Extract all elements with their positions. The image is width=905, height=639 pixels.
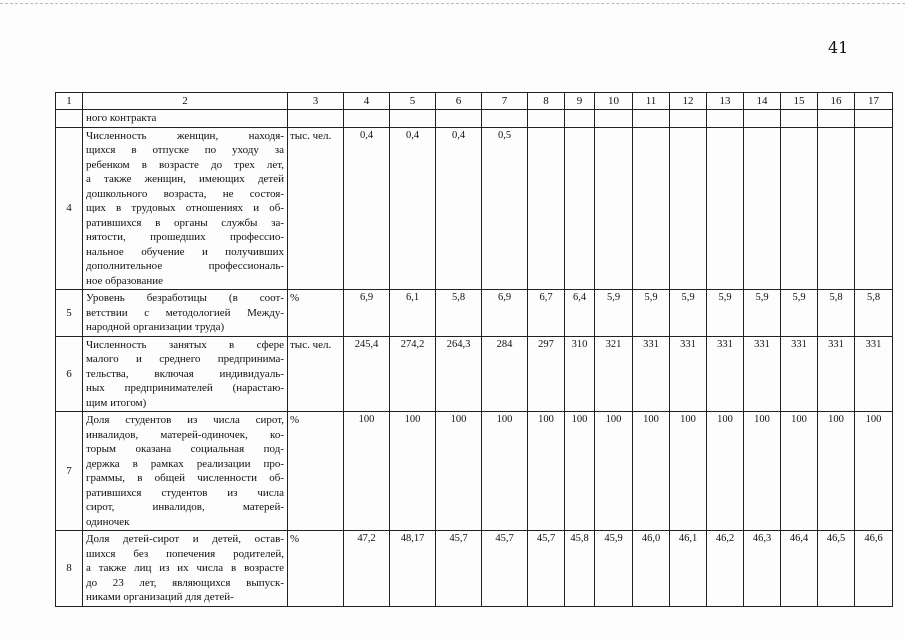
column-header: 12 (670, 93, 707, 110)
value-cell: 100 (707, 412, 744, 531)
value-cell (781, 110, 818, 128)
value-cell: 0,5 (482, 127, 528, 290)
column-header: 10 (595, 93, 633, 110)
value-cell: 45,7 (528, 531, 565, 607)
value-cell: 46,4 (781, 531, 818, 607)
value-cell: 46,0 (633, 531, 670, 607)
unit-cell: % (288, 531, 344, 607)
value-cell: 5,9 (781, 290, 818, 337)
value-cell: 5,8 (436, 290, 482, 337)
row-number: 6 (56, 336, 83, 412)
value-cell: 100 (390, 412, 436, 531)
scan-edge-line (0, 3, 905, 4)
column-header: 7 (482, 93, 528, 110)
value-cell: 331 (744, 336, 781, 412)
value-cell: 6,7 (528, 290, 565, 337)
indicator-name-line: щихся в отпуске по уходу за (86, 144, 284, 156)
value-cell (744, 127, 781, 290)
value-cell (482, 110, 528, 128)
value-cell: 47,2 (344, 531, 390, 607)
indicator-name-line: а также лиц из их числа в возрасте (86, 562, 284, 574)
value-cell (855, 110, 893, 128)
indicator-name-line: нальное обучение и получивших (86, 245, 284, 258)
value-cell: 310 (565, 336, 595, 412)
indicator-name-line: инвалидов, матерей-одиночек, ко- (86, 428, 284, 441)
indicator-name-line: щим итогом) (86, 396, 147, 409)
table-row (56, 110, 893, 128)
value-cell (818, 110, 855, 128)
indicator-name-line: Доля студентов из числа сирот, (86, 414, 284, 426)
value-cell: 331 (855, 336, 893, 412)
unit-cell (288, 110, 344, 128)
indicator-name-line: шихся без попечения родителей, (86, 547, 284, 560)
page-number: 41 (828, 38, 849, 57)
row-number: 7 (56, 412, 83, 531)
indicator-name-line: Уровень безработицы (в соот- (86, 292, 284, 304)
value-cell: 48,17 (390, 531, 436, 607)
value-cell (390, 110, 436, 128)
column-header: 4 (344, 93, 390, 110)
value-cell: 100 (595, 412, 633, 531)
unit-cell: % (288, 412, 344, 531)
column-header: 3 (288, 93, 344, 110)
value-cell (595, 110, 633, 128)
column-header: 14 (744, 93, 781, 110)
indicator-name (83, 531, 288, 607)
indicator-name-line: ратившихся студентов из числа (86, 486, 284, 499)
value-cell (528, 127, 565, 290)
unit-cell: тыс. чел. (288, 127, 344, 290)
indicator-name-line: ветствии с методологией Между- (86, 306, 284, 319)
value-cell: 0,4 (436, 127, 482, 290)
value-cell: 100 (482, 412, 528, 531)
value-cell: 100 (818, 412, 855, 531)
indicator-name-line: ных предпринимателей (нарастаю- (86, 382, 284, 394)
value-cell: 100 (855, 412, 893, 531)
indicator-name-line: дополнительное профессиональ- (86, 260, 284, 272)
row-number: 5 (56, 290, 83, 337)
indicator-name (83, 290, 288, 337)
value-cell (670, 127, 707, 290)
value-cell: 6,4 (565, 290, 595, 337)
indicator-name-line: ребенком в возрасте до трех лет, (86, 158, 284, 171)
unit-cell: % (288, 290, 344, 337)
indicator-name-line: а также женщин, имеющих детей (86, 173, 284, 185)
value-cell: 100 (344, 412, 390, 531)
value-cell: 5,9 (633, 290, 670, 337)
value-cell: 100 (565, 412, 595, 531)
indicator-name-line: торым оказана социальная под- (86, 443, 284, 455)
value-cell: 6,9 (344, 290, 390, 337)
column-header: 16 (818, 93, 855, 110)
value-cell: 5,9 (707, 290, 744, 337)
value-cell: 46,1 (670, 531, 707, 607)
column-header: 17 (855, 93, 893, 110)
value-cell (670, 110, 707, 128)
value-cell (595, 127, 633, 290)
value-cell: 331 (781, 336, 818, 412)
value-cell (781, 127, 818, 290)
column-header: 2 (83, 93, 288, 110)
value-cell (633, 110, 670, 128)
value-cell (855, 127, 893, 290)
value-cell: 45,7 (436, 531, 482, 607)
indicator-name-line: ное образование (86, 274, 163, 287)
value-cell (344, 110, 390, 128)
value-cell: 0,4 (344, 127, 390, 290)
indicator-name-line: дошкольного возраста, не состоя- (86, 187, 284, 200)
indicator-name-line: одиночек (86, 515, 130, 528)
value-cell: 5,9 (744, 290, 781, 337)
indicator-name-line: сирот, инвалидов, матерей- (86, 501, 284, 513)
value-cell: 100 (528, 412, 565, 531)
indicator-name (83, 336, 288, 412)
value-cell: 5,8 (818, 290, 855, 337)
table-row (56, 290, 893, 337)
value-cell: 264,3 (436, 336, 482, 412)
indicator-name-line: нятости, прошедших профессио- (86, 231, 284, 243)
value-cell: 46,3 (744, 531, 781, 607)
value-cell (818, 127, 855, 290)
value-cell (707, 110, 744, 128)
unit-cell: тыс. чел. (288, 336, 344, 412)
value-cell: 321 (595, 336, 633, 412)
value-cell: 45,9 (595, 531, 633, 607)
indicator-name-line: щих в трудовых отношениях и об- (86, 202, 284, 214)
column-header: 9 (565, 93, 595, 110)
indicator-name-line: Доля детей-сирот и детей, остав- (86, 533, 284, 545)
indicator-name-line: держка в рамках реализации про- (86, 457, 284, 470)
indicator-name-line: ного контракта (86, 112, 157, 124)
indicator-name-line: граммы, в общей численности об- (86, 472, 284, 484)
value-cell: 100 (781, 412, 818, 531)
value-cell: 0,4 (390, 127, 436, 290)
value-cell: 5,8 (855, 290, 893, 337)
indicator-name-line: Численность занятых в сфере (86, 338, 284, 351)
indicator-name-line: Численность женщин, находя- (86, 129, 284, 142)
indicator-name-line: никами организаций для детей- (86, 591, 234, 603)
value-cell: 331 (670, 336, 707, 412)
column-header: 11 (633, 93, 670, 110)
value-cell (707, 127, 744, 290)
value-cell (528, 110, 565, 128)
value-cell: 46,2 (707, 531, 744, 607)
value-cell: 46,5 (818, 531, 855, 607)
value-cell: 46,6 (855, 531, 893, 607)
value-cell: 331 (707, 336, 744, 412)
value-cell: 45,8 (565, 531, 595, 607)
column-header: 13 (707, 93, 744, 110)
indicator-name (83, 127, 288, 290)
value-cell: 100 (436, 412, 482, 531)
value-cell: 45,7 (482, 531, 528, 607)
value-cell (565, 127, 595, 290)
row-number: 8 (56, 531, 83, 607)
value-cell: 100 (670, 412, 707, 531)
column-header: 8 (528, 93, 565, 110)
table-row (56, 412, 893, 531)
value-cell: 284 (482, 336, 528, 412)
indicator-name-line: ратившихся в органы службы за- (86, 216, 284, 229)
table-row (56, 531, 893, 607)
value-cell (436, 110, 482, 128)
column-header: 6 (436, 93, 482, 110)
indicator-name-line: малого и среднего предпринима- (86, 353, 284, 365)
indicator-name-line: народной организации труда) (86, 321, 225, 333)
indicator-name (83, 110, 288, 128)
value-cell: 297 (528, 336, 565, 412)
indicators-table (55, 92, 893, 607)
row-number: 4 (56, 127, 83, 290)
table-header-row (56, 93, 893, 110)
value-cell (744, 110, 781, 128)
value-cell: 6,1 (390, 290, 436, 337)
column-header: 1 (56, 93, 83, 110)
value-cell: 274,2 (390, 336, 436, 412)
value-cell (633, 127, 670, 290)
value-cell: 245,4 (344, 336, 390, 412)
value-cell: 331 (633, 336, 670, 412)
value-cell: 5,9 (595, 290, 633, 337)
value-cell: 331 (818, 336, 855, 412)
indicator-name-line: до 23 лет, являющихся выпуск- (86, 576, 284, 589)
table-row (56, 127, 893, 290)
value-cell: 5,9 (670, 290, 707, 337)
value-cell: 100 (744, 412, 781, 531)
value-cell: 6,9 (482, 290, 528, 337)
column-header: 15 (781, 93, 818, 110)
indicator-name (83, 412, 288, 531)
indicator-name-line: тельства, включая индивидуаль- (86, 367, 284, 380)
value-cell (565, 110, 595, 128)
row-number (56, 110, 83, 128)
value-cell: 100 (633, 412, 670, 531)
column-header: 5 (390, 93, 436, 110)
table-row (56, 336, 893, 412)
